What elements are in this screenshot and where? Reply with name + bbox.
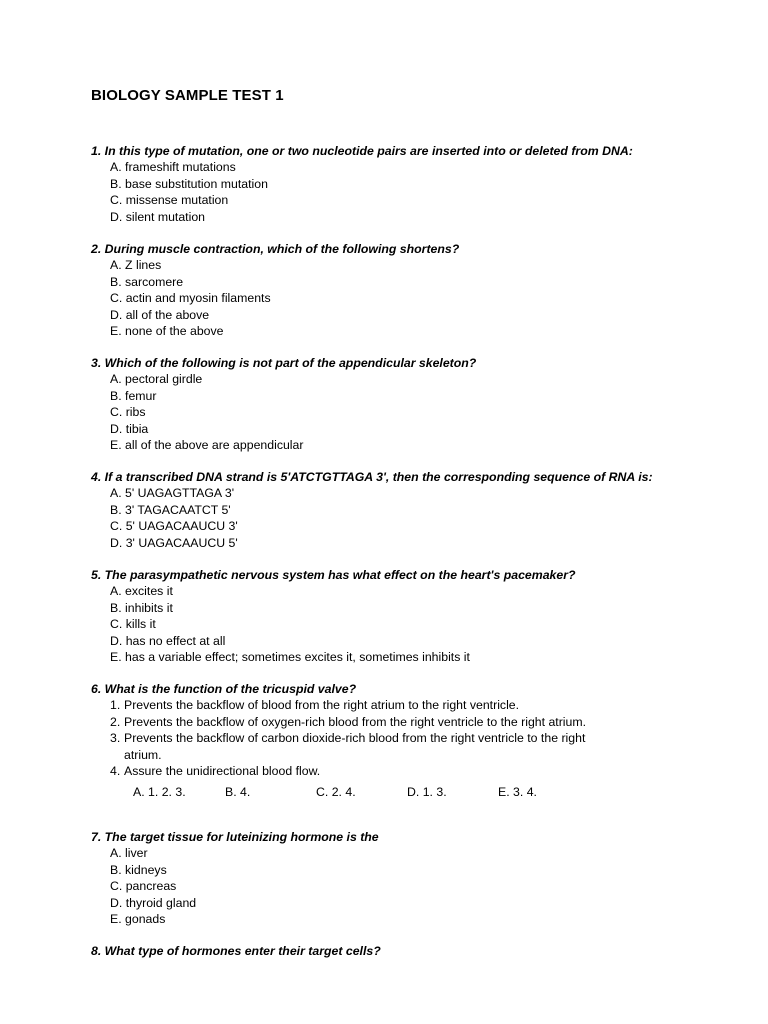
question-2 <box>91 241 691 339</box>
question-text: 7. The target tissue for luteinizing hormone is the <box>91 830 379 844</box>
answer-choice: C. 2. 4. <box>316 785 356 800</box>
statement-number: 1. <box>110 698 121 713</box>
answer-choice: A. 1. 2. 3. <box>133 785 186 800</box>
question-7 <box>91 829 691 927</box>
statement-item <box>91 714 691 730</box>
page-title: BIOLOGY SAMPLE TEST 1 <box>91 87 284 104</box>
answer-choice: D. 1. 3. <box>407 785 447 800</box>
statement-text-continued: atrium. <box>124 747 162 762</box>
answer-option: E. all of the above are appendicular <box>110 438 304 453</box>
statement-text: Prevents the backflow of oxygen-rich blood from the right ventricle to the right atrium. <box>124 714 587 729</box>
answer-option: A. frameshift mutations <box>110 160 236 175</box>
answer-option: D. all of the above <box>110 307 210 322</box>
question-text: 8. What type of hormones enter their target cells? <box>91 944 381 958</box>
question-8 <box>91 943 691 959</box>
answer-option: E. has a variable effect; sometimes excites it, sometimes inhibits it <box>110 650 470 665</box>
question-5 <box>91 567 691 665</box>
question-text: 3. Which of the following is not part of the appendicular skeleton? <box>91 356 477 370</box>
answer-choice: B. 4. <box>225 785 251 800</box>
answer-choices-row <box>91 783 691 805</box>
statement-text: Prevents the backflow of carbon dioxide-rich blood from the right ventricle to the right <box>124 731 586 746</box>
answer-option: E. gonads <box>110 912 166 927</box>
statement-text: Prevents the backflow of blood from the right atrium to the right ventricle. <box>124 698 520 713</box>
answer-option: D. has no effect at all <box>110 633 226 648</box>
answer-option: B. kidneys <box>110 862 167 877</box>
question-1 <box>91 143 691 225</box>
question-text: 2. During muscle contraction, which of the following shortens? <box>91 242 460 256</box>
question-text: 1. In this type of mutation, one or two nucleotide pairs are inserted into or deleted from DNA: <box>91 144 633 158</box>
answer-option: A. excites it <box>110 584 173 599</box>
answer-option: E. none of the above <box>110 324 224 339</box>
answer-option: D. 3' UAGACAAUCU 5' <box>110 535 238 550</box>
answer-option: B. femur <box>110 388 157 403</box>
question-text: 6. What is the function of the tricuspid valve? <box>91 682 357 696</box>
question-6 <box>91 681 691 805</box>
statement-item <box>91 763 691 779</box>
answer-option: C. kills it <box>110 617 156 632</box>
statement-item <box>91 730 691 763</box>
question-3 <box>91 355 691 453</box>
answer-option: B. 3' TAGACAATCT 5' <box>110 502 231 517</box>
answer-option: C. ribs <box>110 405 146 420</box>
answer-option: C. 5' UAGACAAUCU 3' <box>110 519 238 534</box>
statement-text: Assure the unidirectional blood flow. <box>124 764 321 779</box>
answer-option: C. pancreas <box>110 879 177 894</box>
question-4 <box>91 469 691 551</box>
statement-number: 4. <box>110 764 121 779</box>
statement-number: 3. <box>110 731 121 746</box>
answer-option: D. tibia <box>110 421 149 436</box>
statement-number: 2. <box>110 714 121 729</box>
answer-choice: E. 3. 4. <box>498 785 537 800</box>
question-text: 5. The parasympathetic nervous system has what effect on the heart's pacemaker? <box>91 568 576 582</box>
answer-option: A. pectoral girdle <box>110 372 203 387</box>
answer-option: A. 5' UAGAGTTAGA 3' <box>110 486 235 501</box>
question-text: 4. If a transcribed DNA strand is 5'ATCTGTTAGA 3', then the corresponding sequence of RNA is: <box>91 470 653 484</box>
answer-option: C. missense mutation <box>110 193 229 208</box>
answer-option: B. sarcomere <box>110 274 184 289</box>
answer-option: C. actin and myosin filaments <box>110 291 271 306</box>
answer-option: B. base substitution mutation <box>110 176 268 191</box>
answer-option: A. Z lines <box>110 258 162 273</box>
answer-option: D. silent mutation <box>110 209 206 224</box>
statement-item <box>91 697 691 713</box>
answer-option: A. liver <box>110 846 148 861</box>
answer-option: B. inhibits it <box>110 600 173 615</box>
answer-option: D. thyroid gland <box>110 895 197 910</box>
